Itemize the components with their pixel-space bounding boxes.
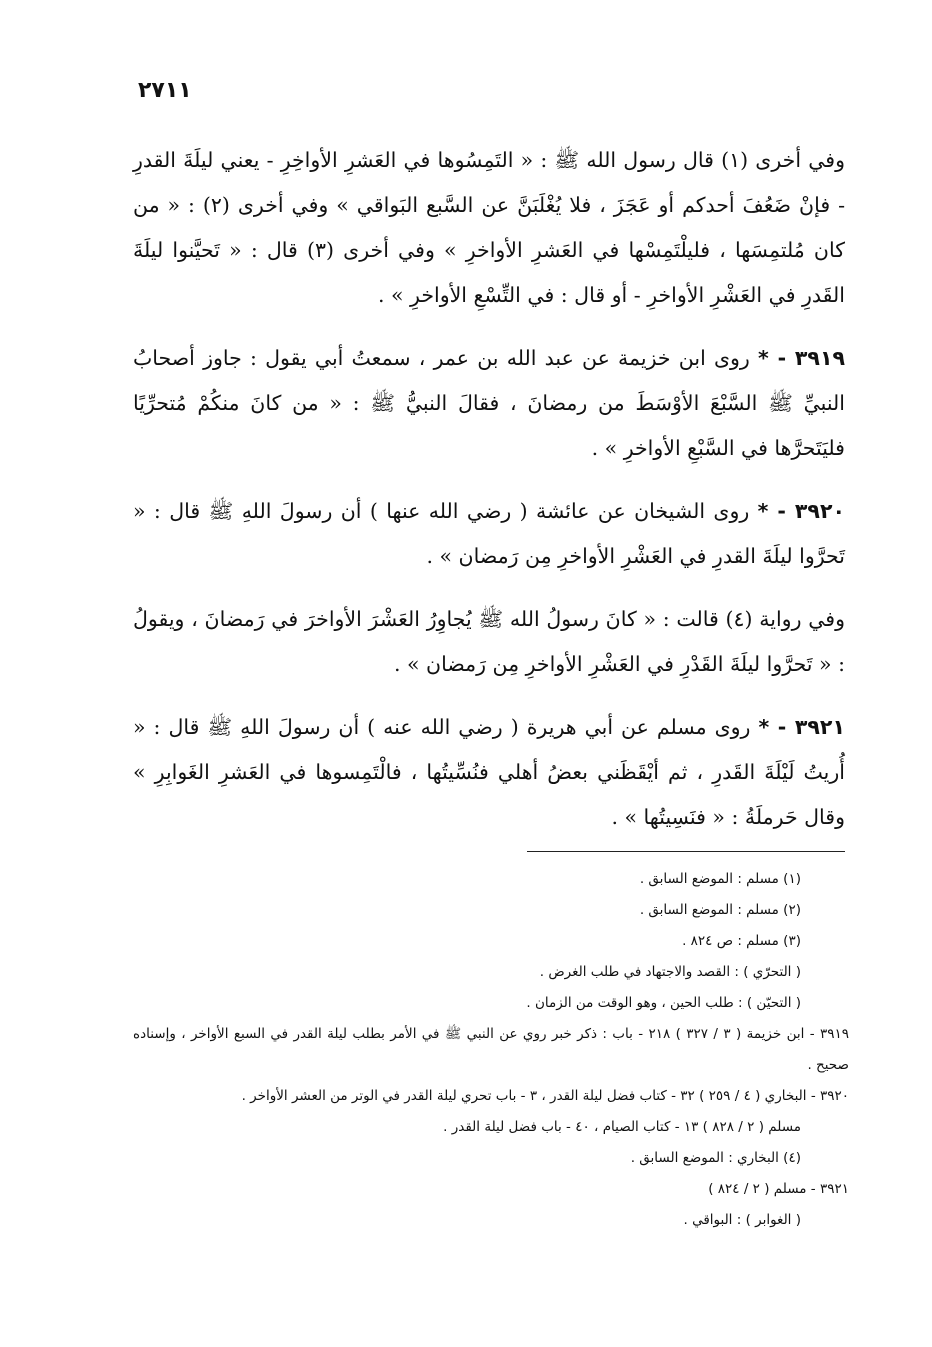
footnote: مسلم ( ٢ / ٨٢٨ ) ١٣ - كتاب الصيام ، ٤٠ - باب فضل ليلة القدر . (443, 1119, 801, 1135)
hadith-3919 (133, 336, 845, 471)
footnote: ( الغوابر ) : البواقي . (683, 1212, 801, 1228)
hadith-text: روى مسلم عن أبي هريرة ( رضي الله عنه ) أن رسولَ اللهِ ﷺ قال : « أُريتُ لَيْلَةَ القَدرِ ، ثم أيْقَظَني بعضُ أهلي فنُسِّيتُها ، فالْتَمِسوها في العَشرِ الغَوابِرِ » وقال حَرملَةُ : « فنَسِيتُها » . (133, 715, 845, 829)
paragraph-narration (133, 597, 845, 687)
paragraph-text: وفي أخرى (١) قال رسول الله ﷺ : « التَمِسُوها في العَشرِ الأواخِرِ - يعني ليلَةَ القدرِ - فإنْ ضَعُفَ أحدكم أو عَجَزَ ، فلا يُغْلَبَنَّ عن السَّبع البَواقي » وفي أخرى (٢) : « من كان مُلتمِسَها ، فليلْتَمِسْها في العَشرِ الأواخرِ » وفي أخرى (٣) قال : « تَحيَّنوا ليلَةَ القَدرِ في العَشْرِ الأواخرِ - أو قال : في التِّسْعِ الأواخرِ » . (133, 148, 845, 307)
paragraph-other-narrations (133, 138, 845, 318)
footnote-source: ٣٩٢٠ - البخاري ( ٤ / ٢٥٩ ) ٣٢ - كتاب فضل ليلة القدر ، ٣ - باب تحري ليلة القدر في الوتر من العشر الأواخر . (241, 1088, 849, 1104)
footnotes (133, 864, 849, 1236)
footnote: ( التحيّن ) : طلب الحين ، وهو الوقت من الزمان . (526, 995, 801, 1011)
hadith-text: روى ابن خزيمة عن عبد الله بن عمر ، سمعتُ أبي يقول : جاوز أصحابُ النبيِّ ﷺ السَّبْعَ الأوْسَطَ من رمضانَ ، فقالَ النبيُّ ﷺ : « من كانَ منكُمْ مُتحرِّيًا فليَتَحرَّها في السَّبْعِ الأواخرِ » . (133, 346, 845, 460)
hadith-3920 (133, 489, 845, 579)
footnote: (١) مسلم : الموضع السابق . (639, 871, 801, 887)
main-text (133, 138, 845, 858)
paragraph-text: وفي رواية (٤) قالت : « كانَ رسولُ الله ﷺ يُجاوِرُ العَشْرَ الأواخرَ في رَمضانَ ، ويقولُ : « تَحرَّوا ليلَةَ القَدْرِ في العَشْرِ الأواخرِ مِن رَمضان » . (133, 607, 845, 676)
footnote-source: ٣٩٢١ - مسلم ( ٢ / ٨٢٤ ) (708, 1181, 849, 1197)
page-number: ٢٧١١ (138, 78, 192, 103)
hadith-text: روى الشيخان عن عائشة ( رضي الله عنها ) أن رسولَ اللهِ ﷺ قال : « تَحرَّوا ليلَةَ القدرِ في العَشْرِ الأواخرِ مِن رَمضان » . (133, 499, 845, 568)
footnote: ( التحرّي ) : القصد والاجتهاد في طلب الغرض . (539, 964, 801, 980)
footnote: (٤) البخاري : الموضع السابق . (630, 1150, 801, 1166)
footnote: (٢) مسلم : الموضع السابق . (639, 902, 801, 918)
footnote-source: ٣٩١٩ - ابن خزيمة ( ٣ / ٣٢٧ ) ٢١٨ - باب : ذكر خبر روي عن النبي ﷺ في الأمر بطلب ليلة القدر في السبع الأواخر ، وإسناده صحيح . (133, 1026, 849, 1073)
hadith-number: ٣٩٢١ - * (758, 715, 845, 739)
footnote: (٣) مسلم : ص ٨٢٤ . (682, 933, 801, 949)
hadith-number: ٣٩٢٠ - * (757, 499, 845, 523)
hadith-3921 (133, 705, 845, 840)
hadith-number: ٣٩١٩ - * (758, 346, 845, 370)
footnote-divider (527, 851, 845, 852)
